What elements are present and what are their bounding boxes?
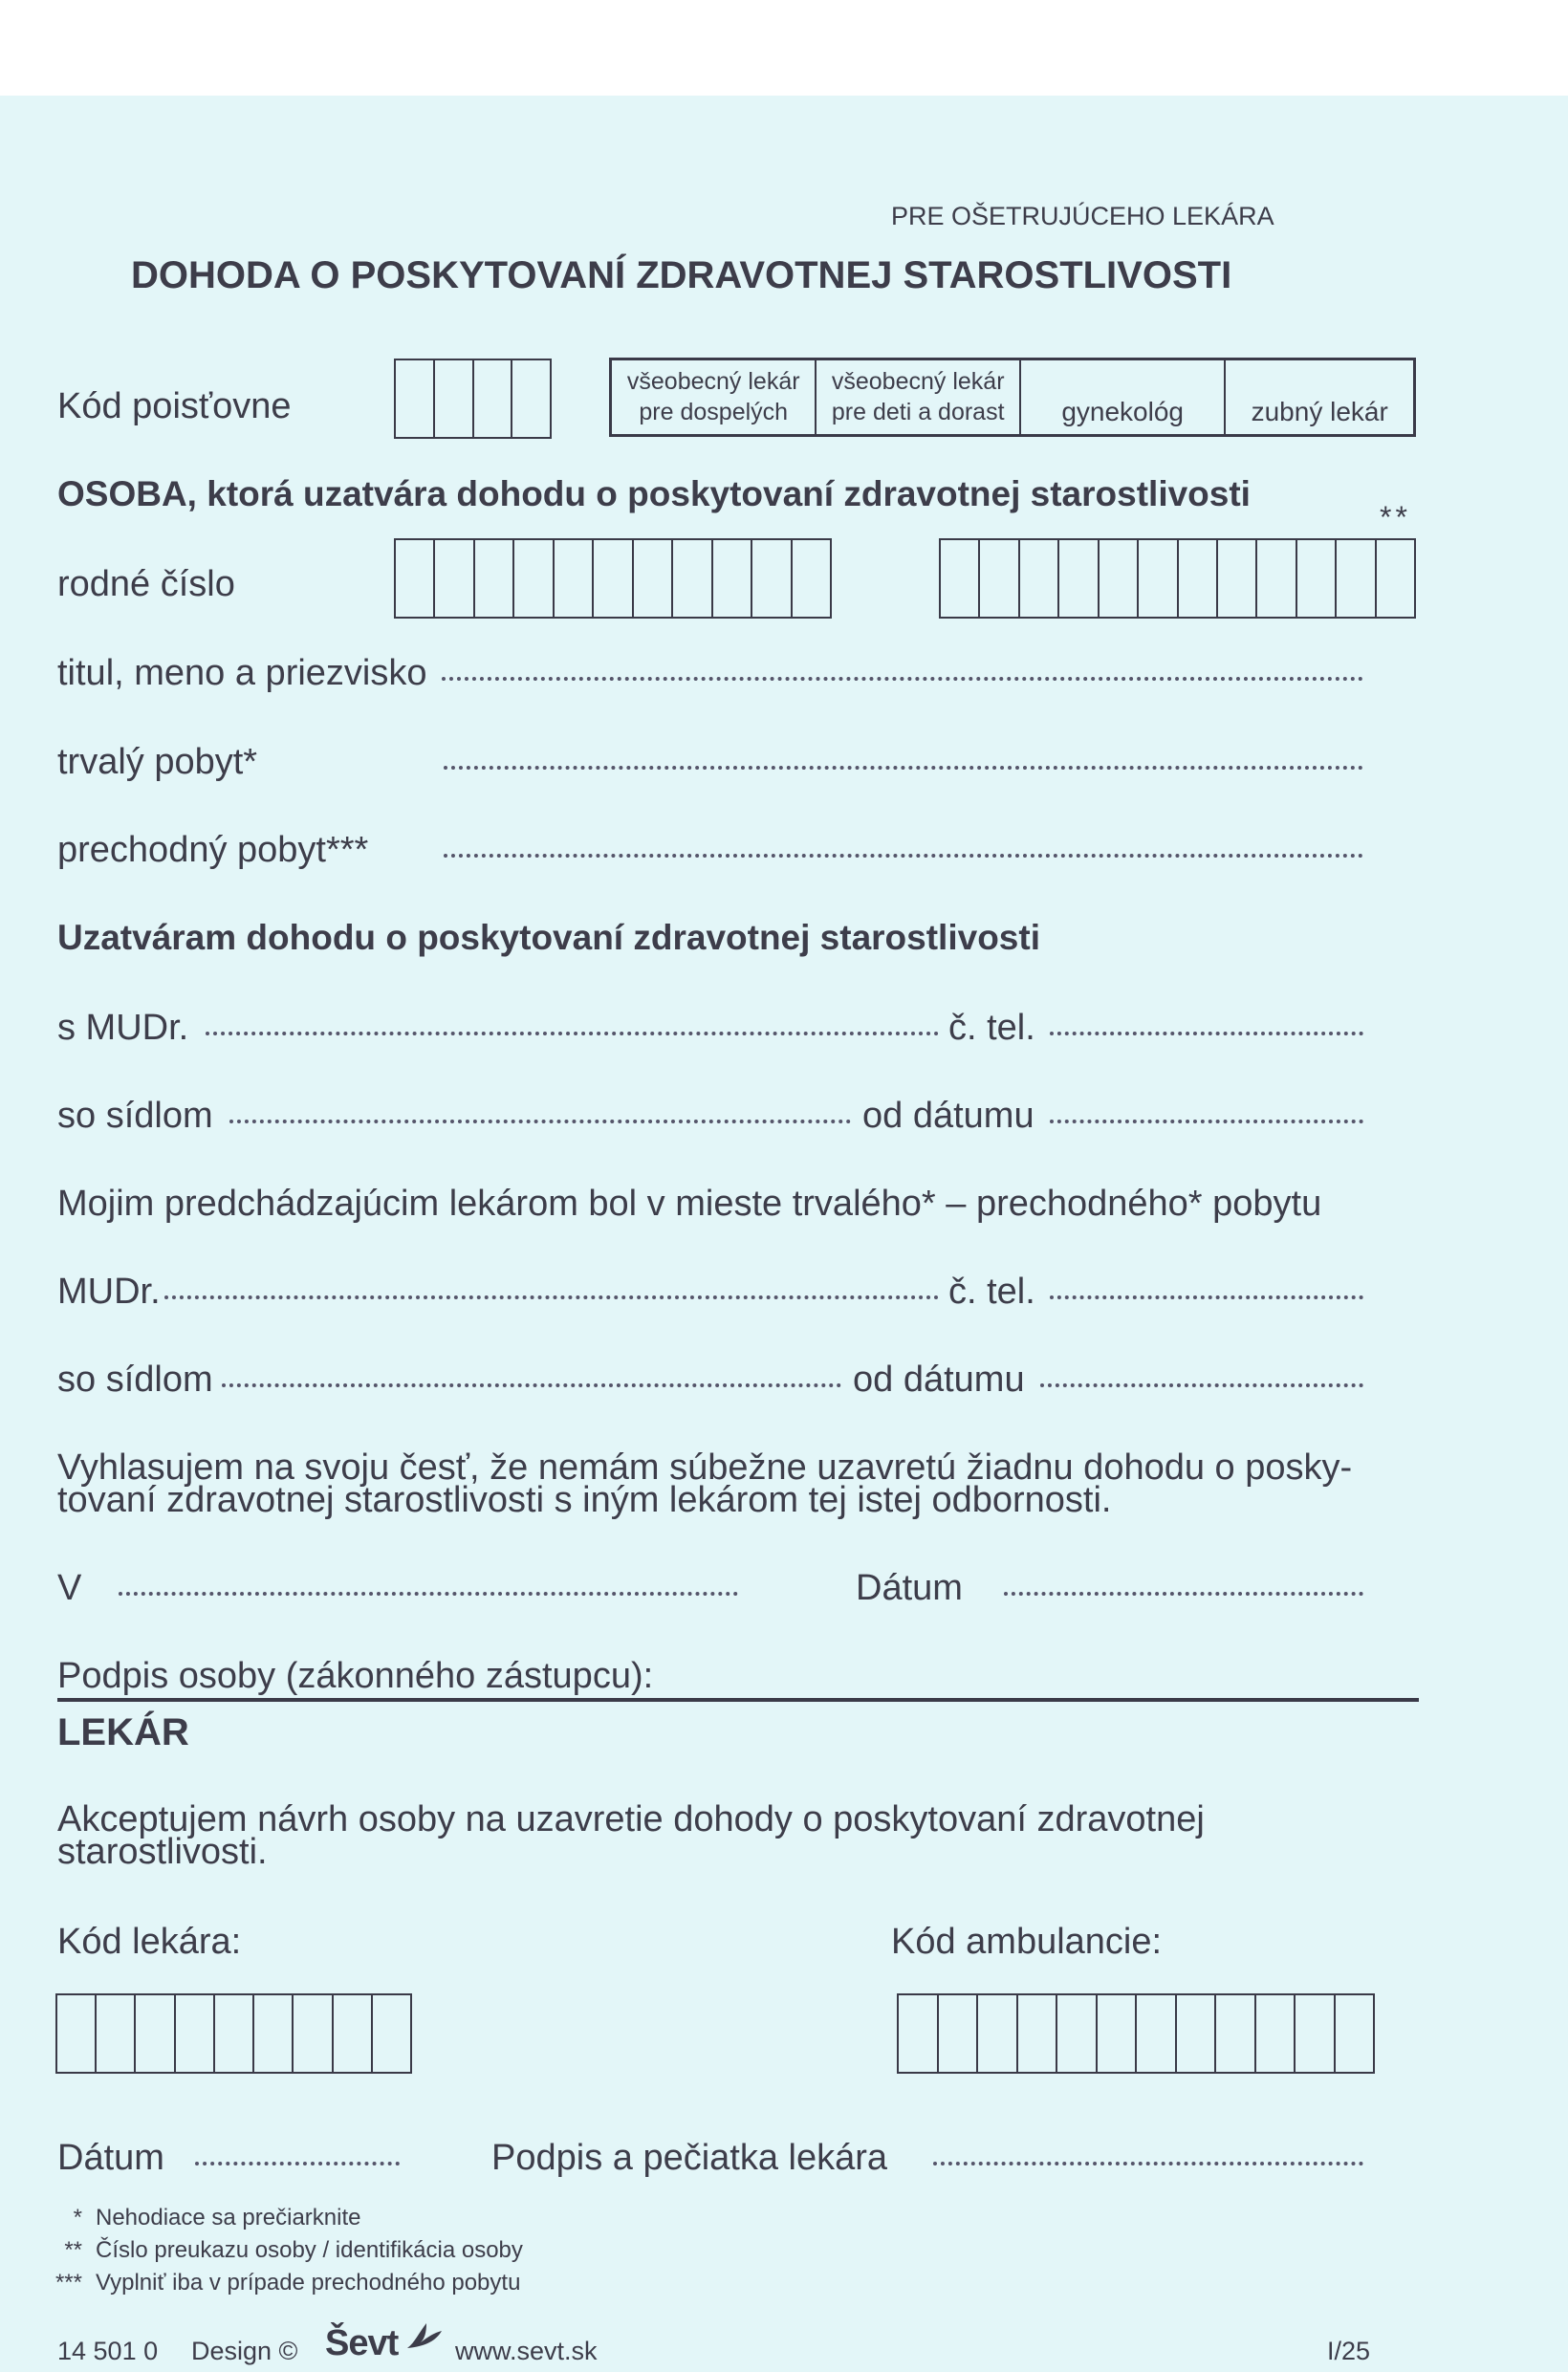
prev-seat-line[interactable] xyxy=(222,1383,841,1387)
birth-number-label: rodné číslo xyxy=(57,564,235,604)
prev-phone-line[interactable] xyxy=(1050,1295,1363,1299)
form-code: 14 501 0 xyxy=(57,2337,159,2365)
prev-doctor-line[interactable] xyxy=(164,1295,939,1299)
accept-line-1: Akceptujem návrh osoby na uzavretie dohody o poskytovaní zdravotnej xyxy=(57,1799,1205,1839)
specialty-gynecologist[interactable]: gynekológ xyxy=(1021,360,1226,434)
website-url: www.sevt.sk xyxy=(455,2337,598,2365)
seat-line[interactable] xyxy=(229,1120,851,1123)
prev-doctor-label: MUDr. xyxy=(57,1272,161,1312)
prev-seat-label: so sídlom xyxy=(57,1360,213,1400)
clinic-code-label: Kód ambulancie: xyxy=(891,1922,1163,1962)
id-marker: ** xyxy=(1380,500,1411,534)
from-date-label: od dátumu xyxy=(862,1096,1034,1136)
date-label: Dátum xyxy=(856,1568,963,1608)
name-label: titul, meno a priezvisko xyxy=(57,653,427,693)
target-note: PRE OŠETRUJÚCEHO LEKÁRA xyxy=(891,202,1274,230)
doctor-date-label: Dátum xyxy=(57,2138,164,2178)
form-title: DOHODA O POSKYTOVANÍ ZDRAVOTNEJ STAROSTLIVOSTI xyxy=(131,254,1232,296)
insurer-code-boxes[interactable] xyxy=(394,359,552,439)
date-line[interactable] xyxy=(1004,1592,1363,1596)
temporary-residence-label: prechodný pobyt*** xyxy=(57,830,369,870)
birth-number-boxes[interactable] xyxy=(394,538,832,619)
brand-logo: Ševt xyxy=(325,2323,399,2363)
specialty-general-adults[interactable]: všeobecný lekár pre dospelých xyxy=(612,360,817,434)
section-divider xyxy=(57,1698,1419,1702)
stamp-line[interactable] xyxy=(933,2162,1363,2165)
place-line[interactable] xyxy=(119,1592,738,1596)
accept-line-2: starostlivosti. xyxy=(57,1832,268,1872)
doctor-code-label: Kód lekára: xyxy=(57,1922,242,1962)
agreement-heading: Uzatváram dohodu o poskytovaní zdravotnej starostlivosti xyxy=(57,918,1040,957)
bird-icon xyxy=(405,2319,444,2357)
permanent-residence-line[interactable] xyxy=(444,766,1363,770)
previous-doctor-text: Mojim predchádzajúcim lekárom bol v mieste trvalého* – prechodného* pobytu xyxy=(57,1184,1322,1224)
signature-label: Podpis osoby (zákonného zástupcu): xyxy=(57,1656,654,1696)
phone-line[interactable] xyxy=(1050,1032,1363,1035)
declaration-line-1: Vyhlasujem na svoju česť, že nemám súbežne uzavretú žiadnu dohodu o posky- xyxy=(57,1447,1353,1488)
doctor-date-line[interactable] xyxy=(195,2162,400,2165)
permanent-residence-label: trvalý pobyt* xyxy=(57,742,258,782)
from-date-line[interactable] xyxy=(1050,1120,1363,1123)
design-label: Design © xyxy=(191,2337,298,2365)
prev-from-date-label: od dátumu xyxy=(853,1360,1025,1400)
place-label: V xyxy=(57,1568,82,1608)
specialty-boxes[interactable] xyxy=(609,358,1416,437)
insurer-code-label: Kód poisťovne xyxy=(57,386,292,426)
person-heading: OSOBA, ktorá uzatvára dohodu o poskytovaní zdravotnej starostlivosti xyxy=(57,474,1251,513)
id-card-boxes[interactable] xyxy=(939,538,1416,619)
form-version: I/25 xyxy=(1327,2337,1371,2365)
name-line[interactable] xyxy=(442,677,1363,681)
phone-label: č. tel. xyxy=(948,1008,1035,1048)
footnote-3: *** Vyplniť iba v prípade prechodného pobytu xyxy=(54,2270,521,2296)
doctor-heading: LEKÁR xyxy=(57,1711,189,1753)
specialty-general-children[interactable]: všeobecný lekár pre deti a dorast xyxy=(817,360,1020,434)
doctor-code-boxes[interactable] xyxy=(55,1993,412,2074)
seat-label: so sídlom xyxy=(57,1096,213,1136)
footnote-2: ** Číslo preukazu osoby / identifikácia osoby xyxy=(64,2237,523,2263)
prev-from-date-line[interactable] xyxy=(1040,1383,1363,1387)
doctor-name-line[interactable] xyxy=(206,1032,939,1035)
with-doctor-label: s MUDr. xyxy=(57,1008,189,1048)
temporary-residence-line[interactable] xyxy=(444,854,1363,858)
specialty-dentist[interactable]: zubný lekár xyxy=(1251,397,1388,426)
stamp-label: Podpis a pečiatka lekára xyxy=(491,2138,888,2178)
declaration-line-2: tovaní zdravotnej starostlivosti s iným lekárom tej istej odbornosti. xyxy=(57,1480,1112,1520)
footnote-1: * Nehodiace sa prečiarknite xyxy=(73,2205,361,2231)
clinic-code-boxes[interactable] xyxy=(897,1993,1375,2074)
prev-phone-label: č. tel. xyxy=(948,1272,1035,1312)
